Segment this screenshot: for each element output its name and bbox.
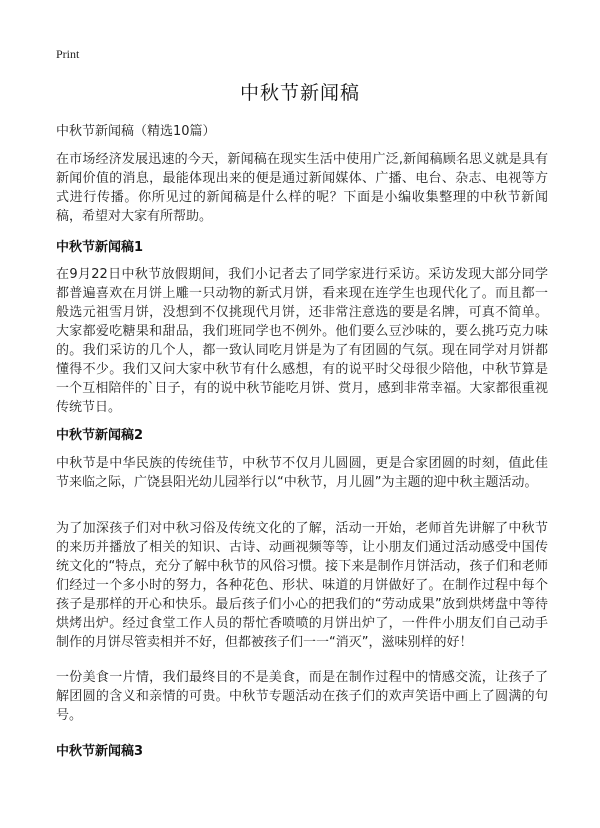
document-subtitle: 中秋节新闻稿（精选10篇） — [56, 124, 216, 139]
section-heading-2: 中秋节新闻稿2 — [56, 428, 144, 443]
section-2-paragraph-2: 为了加深孩子们对中秋习俗及传统文化的了解，活动一开始，老师首先讲解了中秋节的来历并播放了相关的知识、古诗、动画视频等等，让小朋友们通过活动感受中国传统文化的“特点，充分了解中秋节的风俗习惯。接下来是制作月饼活动，孩子们和老师们经过一个多小时的努力，各种花色、形状、味道的月饼做好了。在制作过程中每个孩子是那样的开心和快乐。最后孩子们小心的把我们的“劳动成果”放到烘烤盘中等待烘烤出炉。经过食堂工作人员的帮忙香喷喷的月饼出炉了，一件件小朋友们自己动手制作的月饼尽管卖相并不好，但都被孩子们一一“消灭”，滋味别样的好！ — [56, 521, 548, 650]
section-heading-3: 中秋节新闻稿3 — [56, 744, 144, 759]
section-1-paragraph-1: 在9月22日中秋节放假期间，我们小记者去了同学家进行采访。采访发现大部分同学都普遍喜欢在月饼上雕一只动物的新式月饼，看来现在连学生也现代化了。而且都一般选元祖雪月饼，没想到不仅挑现代月饼，还非常注意选的要是名牌，可真不简单。大家都爱吃糖果和甜品，我们班同学也不例外。他们要么豆沙味的，要么挑巧克力味的。我们采访的几个人，都一致认同吃月饼是为了有团圆的气氛。现在同学对月饼都懂得不少。我们又问大家中秋节有什么感想，有的说平时父母很少陪他，中秋节算是一个互相陪伴的`日子，有的说中秋节能吃月饼、赏月，感到非常幸福。大家都很重视传统节日。 — [56, 267, 548, 415]
intro-paragraph: 在市场经济发展迅速的今天，新闻稿在现实生活中使用广泛,新闻稿顾名思义就是具有新闻价值的消息，最能体现出来的便是通过新闻媒体、广播、电台、杂志、电视等方式进行传播。你所见过的新闻稿是什么样的呢？下面是小编收集整理的中秋节新闻稿，希望对大家有所帮助。 — [56, 152, 548, 224]
section-heading-1: 中秋节新闻稿1 — [56, 240, 144, 255]
section-2-paragraph-1: 中秋节是中华民族的传统佳节，中秋节不仅月儿圆圆，更是合家团圆的时刻，值此佳节来临之际，广饶县阳光幼儿园举行以“中秋节，月儿圆”为主题的迎中秋主题活动。 — [56, 456, 548, 490]
section-2-paragraph-3: 一份美食一片情，我们最终目的不是美食，而是在制作过程中的情感交流，让孩子了解团圆的含义和亲情的可贵。中秋节专题活动在孩子们的欢声笑语中画上了圆满的句号。 — [56, 670, 548, 723]
page-title: 中秋节新闻稿 — [239, 82, 360, 104]
print-link[interactable]: Print — [56, 47, 80, 61]
